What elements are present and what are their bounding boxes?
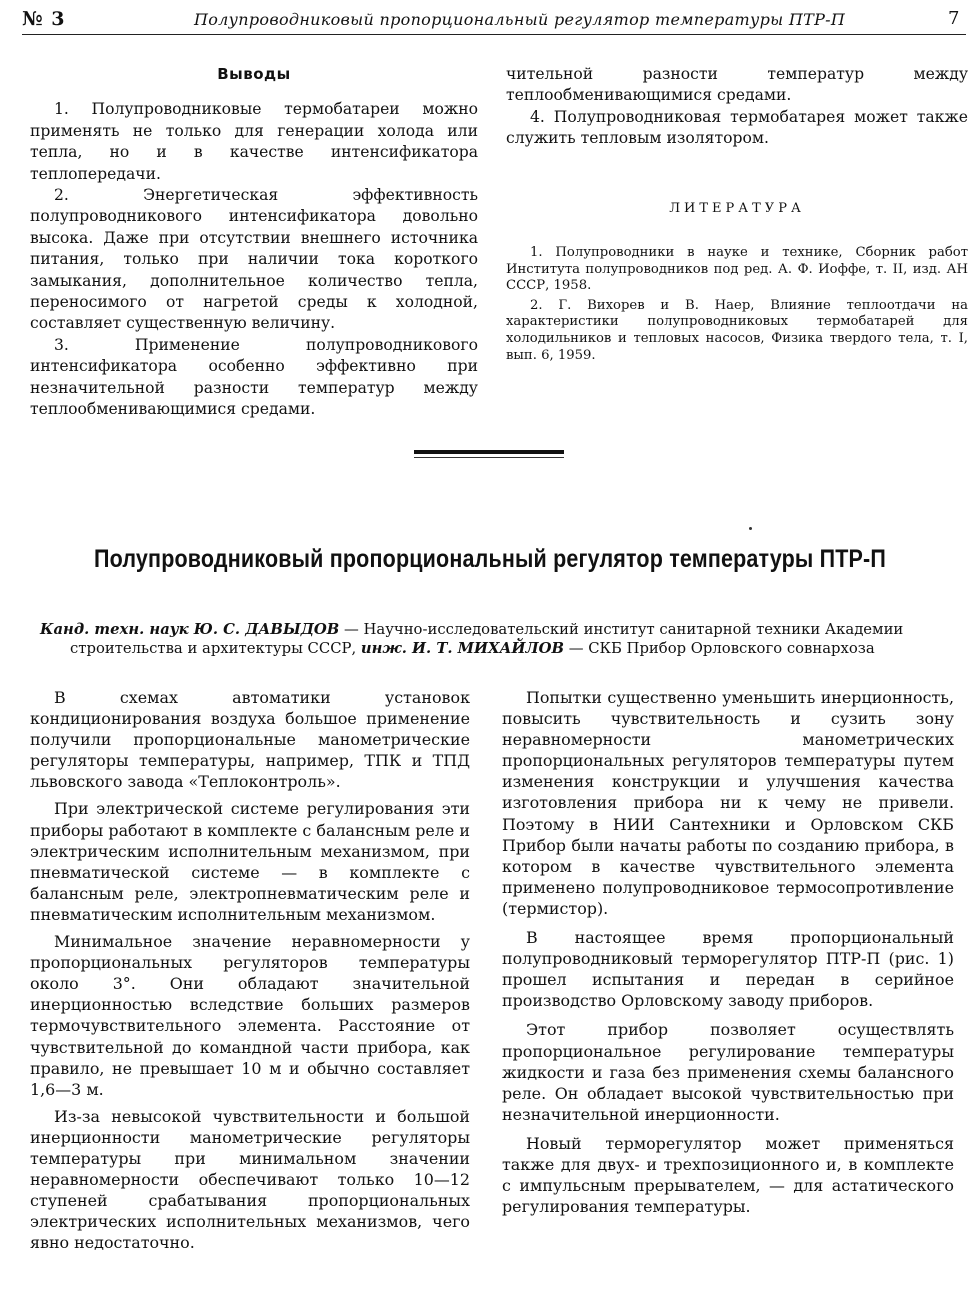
conclusions-right-column — [506, 64, 968, 367]
body-paragraph: Минимальное значение неравномерности у пропорциональных регуляторов температуры около 3°. Они обладают значительной инерционностью вследствие больших размеров термочувствительного элемента. Расстояние от чувствительной до командной части прибора, как правило, не превышает 10 м и обычно составляет 1,6—3 м. — [30, 932, 470, 1099]
reference-item: 2. Г. Вихорев и В. Наер, Влияние теплоотдачи на характеристики полупроводниковых термобатарей для холодильников и тепловых насосов, Физика твердого тела, т. I, вып. 6, 1959. — [506, 297, 968, 363]
author2-affiliation: — СКБ Прибор Орловского совнархоза — [564, 640, 875, 657]
body-paragraph: При электрической системе регулирования эти приборы работают в комплекте с балансным реле и электрическим исполнительным механизмом, при пневматической системе — в комплекте с балансным реле, электропневматическим реле и пневматическим исполнительным механизмом. — [30, 799, 470, 924]
body-paragraph: В схемах автоматики установок кондиционирования воздуха большое применение получили пропорциональные манометрические регуляторы температуры, например, ТПК и ТПД львовского завода «Теплоконтроль». — [30, 688, 470, 792]
author1-affiliation: — Научно-исследовательский институт санитарной техники Академии — [339, 621, 904, 638]
author1-name: Канд. техн. наук Ю. С. ДАВЫДОВ — [40, 621, 340, 638]
page-number: 7 — [948, 8, 960, 29]
header-rule — [22, 34, 966, 35]
author1-affiliation-cont: строительства и архитектуры СССР, — [70, 640, 361, 657]
conclusion-item-continuation: чительной разности температур между теплообменивающимися средами. — [506, 65, 968, 105]
body-paragraph: Попытки существенно уменьшить инерционность, повысить чувствительность и сузить зону неравномерности манометрических пропорциональных регуляторов температуры путем изменения конструкции и улучшения качества изготовления прибора ни к чему не привели. Поэтому в НИИ Сантехники и Орловском СКБ Прибор были начаты работы по созданию прибора, в котором в качестве чувствительного элемента применено полупроводниковое термосопротивление (термистор). — [502, 688, 954, 918]
body-paragraph: Новый терморегулятор может применяться также для двух- и трехпозиционного и, в комплекте с импульсным прерывателем, — для астатического регулирования температуры. — [502, 1133, 954, 1217]
body-paragraph: Этот прибор позволяет осуществлять пропорциональное регулирование температуры жидкости и газа без применения схемы балансного реле. Он обладает высокой чувствительностью при незначительной инерционности. — [502, 1020, 954, 1124]
literature-title: ЛИТЕРАТУРА — [669, 200, 805, 216]
body-paragraph: В настоящее время пропорциональный полупроводниковый терморегулятор ПТР-П (рис. 1) прошел испытания и передан в серийное производство Орловскому заводу приборов. — [502, 928, 954, 1011]
conclusions-heading: Выводы — [217, 65, 291, 83]
body-right-column — [502, 687, 954, 1223]
reference-item: 1. Полупроводники в науке и технике, Сборник работ Института полупроводников под ред. А. Ф. Иоффе, т. II, изд. АН СССР, 1958. — [506, 245, 968, 294]
article-title: Полупроводниковый пропорциональный регулятор температуры ПТР-П — [93, 545, 887, 573]
conclusion-item: 1. Полупроводниковые термобатареи можно применять не только для генерации холода или тепла, но и в качестве интенсификатора теплопередачи. — [30, 100, 478, 183]
conclusion-item: 3. Применение полупроводникового интенсификатора особенно эффективно при незначительной разности температур между теплообменивающимися средами. — [30, 335, 478, 419]
author-line-2 — [40, 639, 940, 658]
section-separator-thin — [414, 457, 564, 458]
conclusion-item: 4. Полупроводниковая термобатарея может также служить тепловым изолятором. — [506, 107, 968, 148]
conclusion-item: 2. Энергетическая эффективность полупроводникового интенсификатора довольно высока. Даже при отсутствии внешнего источника питания, только при наличии тока короткого замыкания, дополнительное количество тепла, переносимого от нагретой среды к холодной, составляет существенную величину. — [30, 186, 478, 333]
stray-dot — [749, 527, 752, 530]
running-title: Полупроводниковый пропорциональный регулятор температуры ПТР-П — [194, 10, 846, 29]
body-paragraph: Из-за невысокой чувствительности и большой инерционности манометрические регуляторы температуры при минимальном значении неравномерности обеспечивают только 10—12 ступеней срабатывания пропорциональных электрических исполнительных механизмов, чего явно недостаточно. — [30, 1106, 470, 1253]
author-line-1 — [40, 620, 940, 639]
issue-number: № 3 — [22, 8, 66, 30]
section-separator — [414, 450, 564, 454]
references-list — [506, 245, 968, 364]
author2-name: инж. И. Т. МИХАЙЛОВ — [360, 640, 564, 657]
conclusions-column — [30, 64, 478, 419]
body-left-column — [30, 687, 470, 1259]
article-authors — [40, 620, 940, 658]
